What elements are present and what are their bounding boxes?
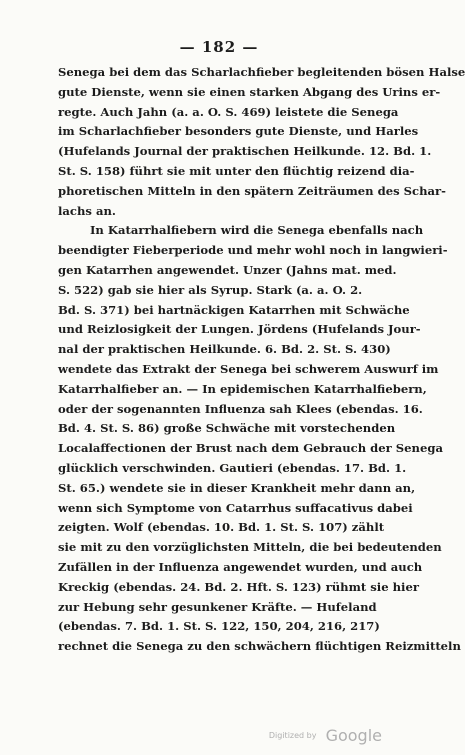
text-line: Zufällen in der Influenza angewendet wurden, und auch [58, 559, 423, 574]
text-line: lachs an. [58, 203, 116, 218]
text-line: (Hufelands Journal der praktischen Heilkunde. 12. Bd. 1. [58, 144, 432, 159]
text-line: glücklich verschwinden. Gautieri (ebendas. 17. Bd. 1. [58, 460, 407, 475]
text-line: wendete das Extrakt der Senega bei schwerem Auswurf im [58, 361, 439, 376]
text-line: Bd. 4. St. S. 86) große Schwäche mit vorstechenden [58, 421, 396, 436]
text-line: rechnet die Senega zu den schwächern flüchtigen Reizmitteln [58, 639, 461, 654]
text-line: beendigter Fieberperiode und mehr wohl noch in langwieri- [58, 243, 448, 258]
watermark-prefix: Digitized by [268, 731, 317, 740]
text-line: oder der sogenannten Influenza sah Klees (ebendas. 16. [58, 401, 423, 416]
text-line: Katarrhalfieber an. — In epidemischen Katarrhalfiebern, [58, 381, 427, 396]
google-watermark [269, 725, 382, 745]
page-header: — 182 — [179, 38, 259, 56]
text-line: zeigten. Wolf (ebendas. 10. Bd. 1. St. S. 107) zählt [58, 520, 385, 535]
watermark-brand: Google [325, 726, 382, 745]
text-line: sie mit zu den vorzüglichsten Mitteln, die bei bedeutenden [58, 540, 442, 555]
text-line: Bd. S. 371) bei hartnäckigen Katarrhen mit Schwäche [58, 302, 410, 317]
text-line: (ebendas. 7. Bd. 1. St. S. 122, 150, 204, 216, 217) [58, 619, 380, 634]
body-text [58, 63, 465, 657]
text-line: phoretischen Mitteln in den spätern Zeiträumen des Schar- [58, 183, 446, 198]
text-line: gen Katarrhen angewendet. Unzer (Jahns mat. med. [58, 262, 397, 277]
text-line: wenn sich Symptome von Catarrhus suffacativus dabei [58, 500, 413, 515]
paragraph-start-line: In Katarrhalfiebern wird die Senega ebenfalls nach [90, 223, 424, 238]
text-line: St. S. 158) führt sie mit unter den flüchtig reizend dia- [58, 163, 415, 178]
text-line: und Reizlosigkeit der Lungen. Jördens (Hufelands Jour- [58, 322, 421, 337]
text-line: zur Hebung sehr gesunkener Kräfte. — Hufeland [58, 599, 377, 614]
text-line: St. 65.) wendete sie in dieser Krankheit mehr dann an, [58, 480, 416, 495]
text-line: Senega bei dem das Scharlachfieber begleitenden bösen Halse [58, 65, 465, 79]
text-line: regte. Auch Jahn (a. a. O. S. 469) leistete die Senega [58, 104, 399, 119]
text-line: nal der praktischen Heilkunde. 6. Bd. 2. St. S. 430) [58, 342, 391, 357]
text-line: S. 522) gab sie hier als Syrup. Stark (a. a. O. 2. [58, 282, 363, 297]
text-line: Localaffectionen der Brust nach dem Gebrauch der Senega [58, 441, 443, 456]
text-line: Kreckig (ebendas. 24. Bd. 2. Hft. S. 123) rühmt sie hier [58, 579, 419, 594]
text-line: gute Dienste, wenn sie einen starken Abgang des Urins er- [58, 84, 441, 99]
text-line: im Scharlachfieber besonders gute Dienste, und Harles [58, 124, 419, 139]
